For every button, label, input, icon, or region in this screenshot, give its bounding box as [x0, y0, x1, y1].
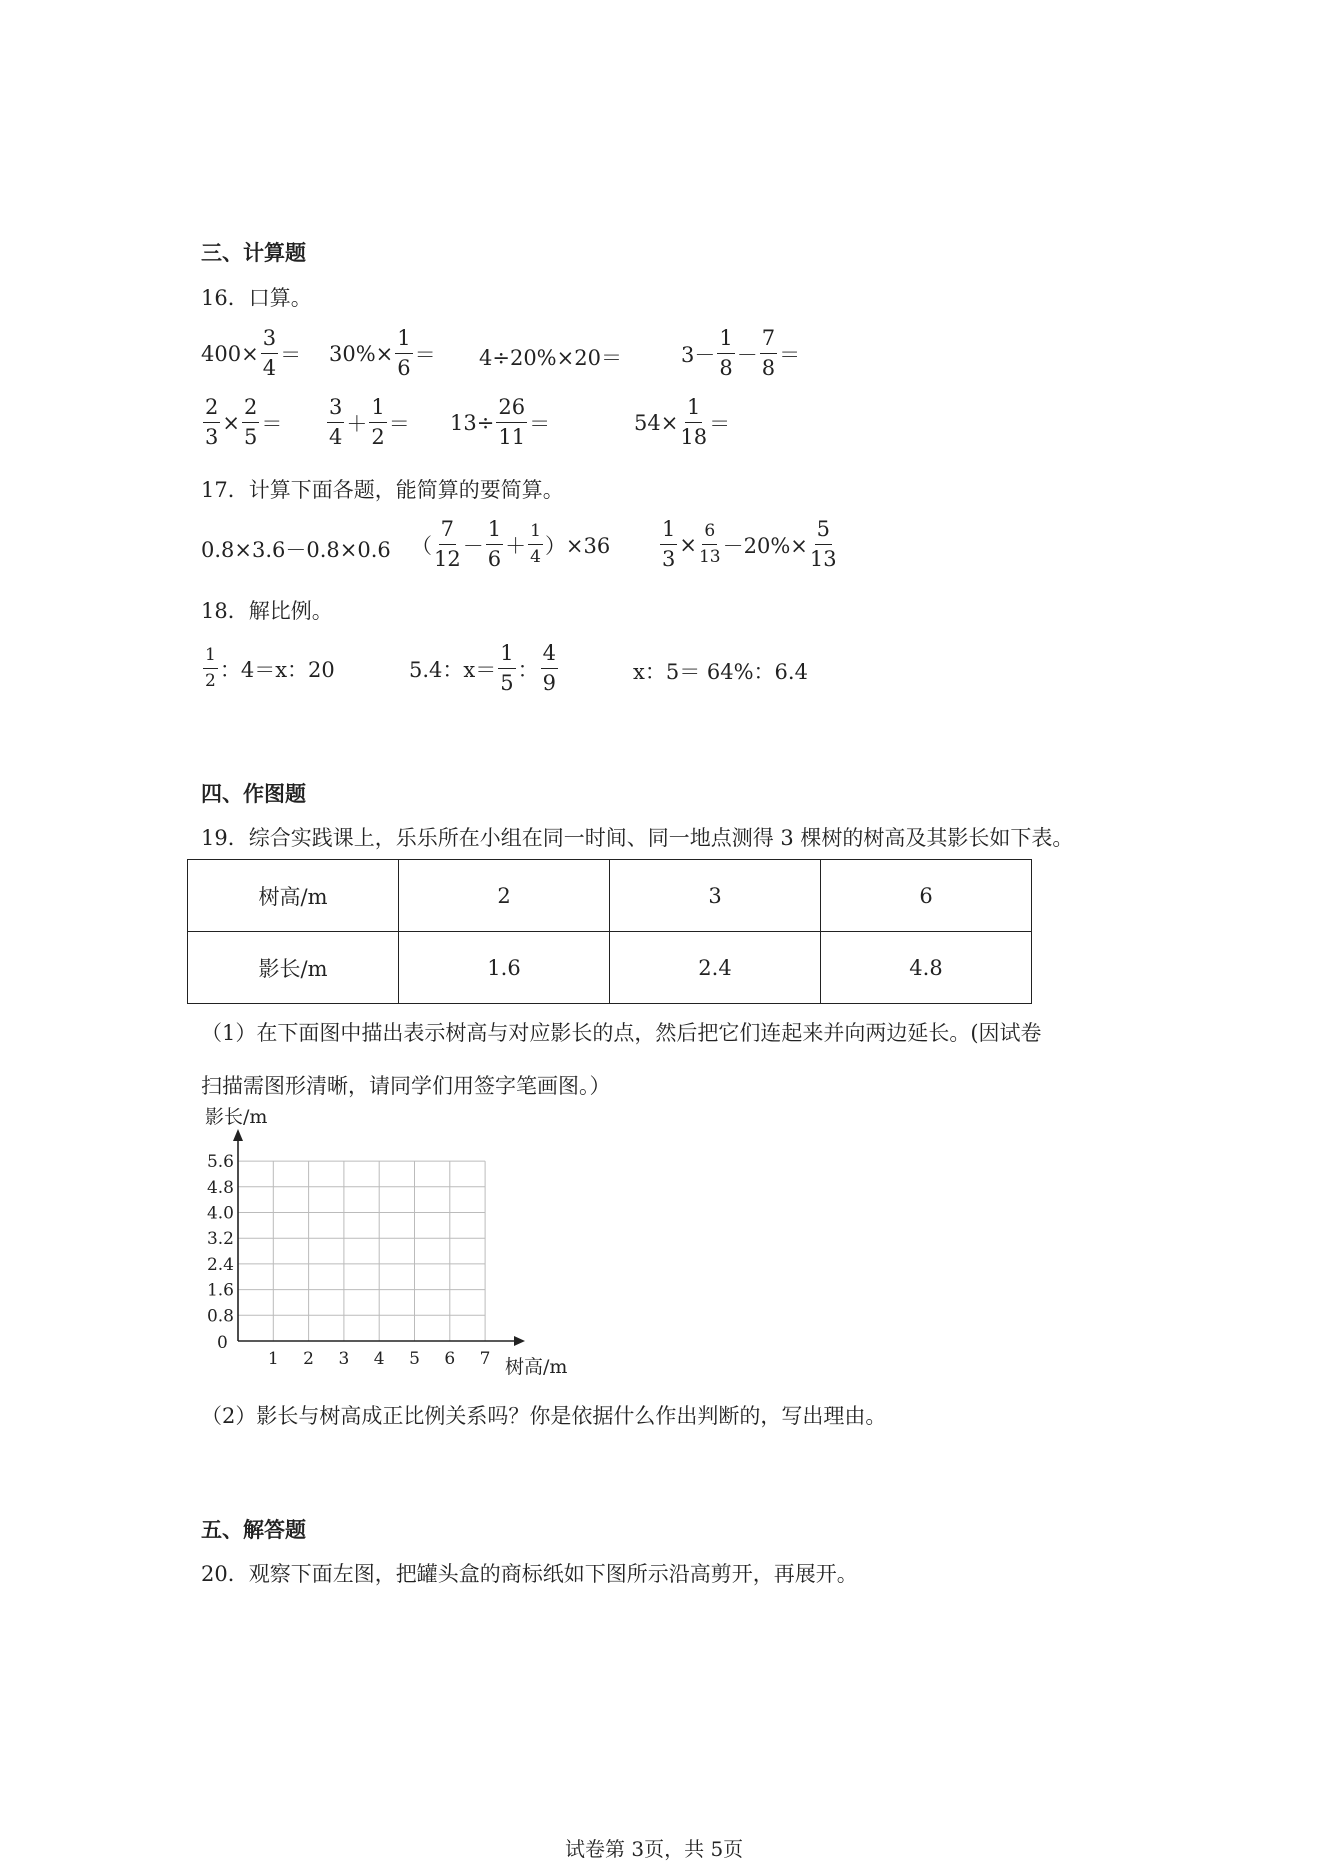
origin-label: 0: [217, 1333, 228, 1353]
table-cell: 1.6: [399, 932, 610, 1004]
q16-expr-3: 4÷20%×20＝: [479, 346, 622, 370]
question-20-label: 20．观察下面左图，把罐头盒的商标纸如下图所示沿高剪开，再展开。: [201, 1562, 858, 1586]
x-tick-label: 4: [373, 1349, 385, 1369]
q19-part1-line1: （1）在下面图中描出表示树高与对应影长的点，然后把它们连起来并向两边延长。(因试卷: [201, 1021, 1042, 1045]
section-title-calculation: 三、计算题: [201, 240, 306, 265]
q19-part2: （2）影长与树高成正比例关系吗？你是依据什么作出判断的，写出理由。: [201, 1404, 887, 1428]
q16-expr-7: 13÷ $\frac{26}{11}$ ＝: [450, 395, 551, 449]
table-cell: 3: [610, 860, 821, 932]
y-tick-label: 5.6: [206, 1152, 234, 1173]
tree-shadow-table: [187, 859, 1032, 1004]
x-tick-label: 7: [479, 1349, 491, 1369]
x-tick-label: 1: [267, 1349, 279, 1369]
question-17-label: 17．计算下面各题，能简算的要简算。: [201, 478, 564, 502]
x-tick-label: 3: [338, 1349, 350, 1369]
q17-expr-2: （ 7 12 － 1 6 ＋ 1 4 ）×36: [411, 517, 611, 571]
q16-expr-8: 54× $\frac{1}{18}$ ＝: [634, 395, 731, 449]
table-row: [188, 860, 1032, 932]
chart-ticks: [207, 1152, 491, 1369]
table-cell: 影长/m: [188, 932, 399, 1004]
y-tick-label: 1.6: [206, 1280, 234, 1301]
y-axis-label: 影长/m: [205, 1106, 268, 1128]
question-19-label: 19．综合实践课上，乐乐所在小组在同一时间、同一地点测得 3 棵树的树高及其影长如下表。: [201, 826, 1074, 850]
y-tick-label: 4.8: [206, 1177, 234, 1198]
q18-expr-3: x：5＝ 64%：6.4: [633, 660, 808, 684]
q16-expr-5: $\frac{2}{3}$ × $\frac{2}{5}$ ＝: [205, 395, 283, 449]
section-title-answers: 五、解答题: [201, 1517, 306, 1542]
page-footer: 试卷第 3页，共 5页: [565, 1837, 744, 1861]
x-tick-label: 6: [444, 1349, 456, 1369]
question-18-label: 18．解比例。: [201, 599, 333, 623]
x-tick-label: 5: [409, 1349, 420, 1369]
table-cell: 4.8: [821, 932, 1032, 1004]
x-axis-label: 树高/m: [505, 1356, 568, 1378]
y-axis-arrow: [233, 1129, 243, 1141]
y-tick-label: 3.2: [206, 1229, 234, 1250]
q16-expr-6: 3 4 ＋ 1 2 ＝: [329, 395, 410, 449]
table-cell: 2: [399, 860, 610, 932]
y-tick-label: 4.0: [206, 1203, 234, 1224]
q16-expr-1: 400× $\frac{3}{4}$ ＝: [201, 326, 302, 380]
x-tick-label: 2: [303, 1349, 315, 1369]
table-cell: 树高/m: [188, 860, 399, 932]
q16-expr-4: 3－ 1 8 － 7 8 ＝: [681, 326, 801, 380]
q16-expr-2: 30%× $\frac{1}{6}$ ＝: [329, 326, 436, 380]
tree-shadow-chart: [195, 1105, 595, 1380]
q18-expr-2: 5.4：x＝ 1 5 ： 4 9: [409, 641, 556, 695]
x-axis-arrow: [514, 1336, 525, 1346]
table-cell: 2.4: [610, 932, 821, 1004]
y-tick-label: 0.8: [206, 1306, 234, 1327]
y-tick-label: 2.4: [206, 1254, 234, 1275]
q18-expr-1: 1 2 ：4＝x：20: [205, 645, 335, 691]
q17-expr-3: $\frac{1}{3}$ × $\frac{6}{13}$ －20%× $\frac{5}{13}$: [662, 517, 837, 571]
table-row: [188, 932, 1032, 1004]
q19-part1-line2: 扫描需图形清晰，请同学们用签字笔画图。）: [201, 1074, 611, 1098]
table-cell: 6: [821, 860, 1032, 932]
question-16-label: 16．口算。: [201, 286, 312, 310]
q17-expr-1: 0.8×3.6－0.8×0.6: [201, 538, 391, 562]
chart-grid: [238, 1161, 485, 1341]
section-title-drawing: 四、作图题: [201, 781, 306, 806]
